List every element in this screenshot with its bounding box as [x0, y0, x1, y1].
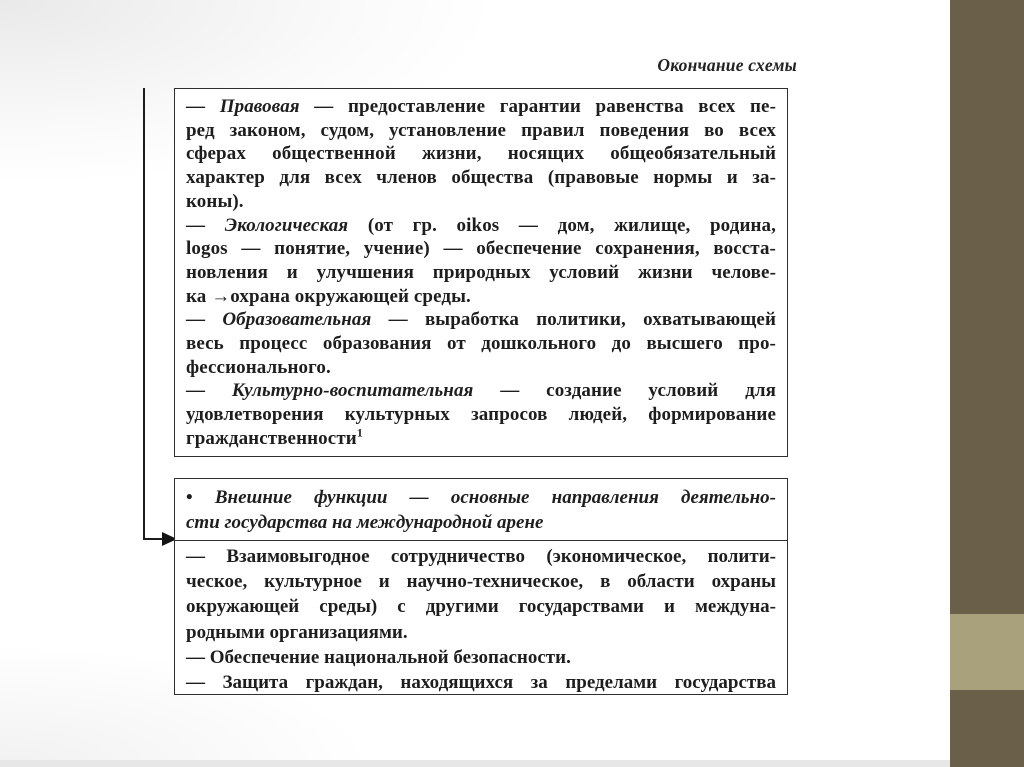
- external-functions-box: [174, 478, 788, 695]
- text-line: logos — понятие, учение) — обеспечение сохранения, восста-: [186, 238, 776, 260]
- text-line: весь процесс образования от дошкольного до высшего про-: [186, 333, 776, 355]
- sidebar-accent-segment: [950, 614, 1024, 690]
- bottom-strip: [0, 760, 950, 767]
- text-line: сферах общественной жизни, носящих общеобязательный: [186, 143, 776, 165]
- text-line: коны).: [186, 190, 244, 212]
- text-line: окружающей среды) с другими государствами и междуна-: [186, 596, 776, 618]
- page-title: Окончание схемы: [657, 55, 797, 75]
- internal-functions-box: [174, 88, 788, 457]
- text-line: родными организациями.: [186, 621, 408, 643]
- text-line: характер для всех членов общества (правовые нормы и за-: [186, 167, 776, 189]
- text-line: ка →охрана окружающей среды.: [186, 285, 471, 307]
- text-line: сти государства на международной арене: [186, 512, 544, 533]
- text-line: удовлетворения культурных запросов людей, формирование: [186, 404, 776, 426]
- text-line: ред законом, судом, установление правил поведения во всех: [186, 119, 776, 141]
- external-functions-header: [175, 479, 787, 541]
- text-line: фессионального.: [186, 356, 331, 378]
- right-sidebar: [950, 0, 1024, 767]
- text-line: — Экологическая (от гр. oikos — дом, жилище, родина,: [186, 214, 776, 236]
- text-line: — Защита граждан, находящихся за пределами государства: [186, 672, 776, 694]
- text-line: — Образовательная — выработка политики, охватывающей: [186, 309, 777, 331]
- connector-line-vertical: [143, 88, 145, 540]
- text-line: новления и улучшения природных условий жизни челове-: [186, 261, 776, 283]
- internal-functions-text: [175, 89, 787, 451]
- text-line: — Культурно-воспитательная — создание условий для: [186, 380, 776, 402]
- text-line: гражданственности$^1$: [186, 426, 363, 449]
- text-line: — Обеспечение национальной безопасности.: [186, 646, 571, 668]
- text-line: — Правовая — предоставление гарантии равенства всех пе-: [186, 96, 776, 117]
- external-functions-body: [175, 541, 787, 695]
- text-line: — Взаимовыгодное сотрудничество (экономическое, полити-: [186, 546, 776, 567]
- text-line: • Внешние функции — основные направления деятельно-: [186, 487, 776, 508]
- text-line: ческое, культурное и научно-техническое, в области охраны: [186, 571, 776, 593]
